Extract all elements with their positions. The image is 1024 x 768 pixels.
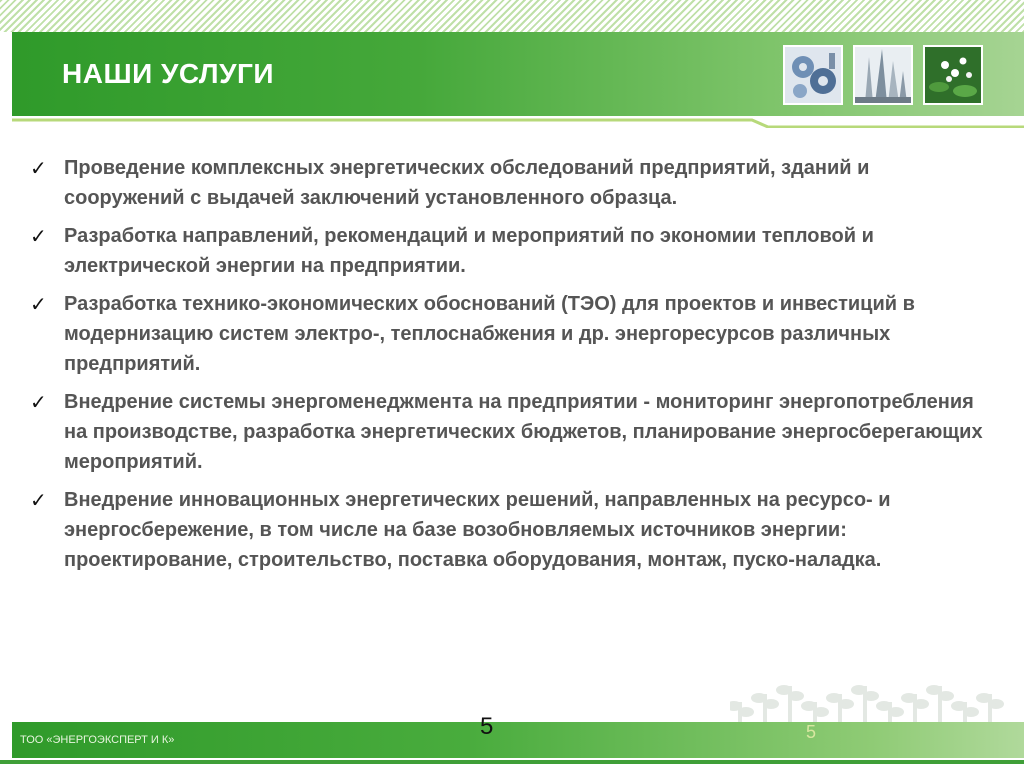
page-number-watermark: 5 [806, 722, 817, 742]
gears-icon [783, 45, 843, 105]
checkmark-icon: ✓ [30, 224, 47, 248]
checkmark-icon: ✓ [30, 292, 47, 316]
header-underline [12, 118, 1024, 128]
service-text: Внедрение инновационных энергетических решений, направленных на ресурсо- и энергосбережение, в том числе на базе возобновляемых источников энергии: проектирование, строительство, поставка оборудования, монтаж, пуско-наладка. [64, 489, 891, 571]
service-item [30, 153, 990, 213]
company-name: ТОО «ЭНЕРГОЭКСПЕРТ И К» [20, 734, 175, 746]
service-text: Проведение комплексных энергетических обследований предприятий, зданий и сооружений с выдачей заключений установленного образца. [64, 157, 870, 209]
top-decorative-stripe [0, 0, 1024, 32]
services-list [30, 153, 990, 583]
service-item [30, 289, 990, 379]
service-text: Внедрение системы энергоменеджмента на предприятии - мониторинг энергопотребления на производстве, разработка энергетических бюджетов, планирование энергосберегающих мероприятий. [64, 391, 983, 473]
footer-line [0, 760, 1024, 764]
service-item [30, 387, 990, 477]
flowers-icon [923, 45, 983, 105]
service-item [30, 485, 990, 575]
service-text: Разработка технико-экономических обоснований (ТЭО) для проектов и инвестиций в модернизацию систем электро-, теплоснабжения и др. энергоресурсов различных предприятий. [64, 293, 915, 375]
checkmark-icon: ✓ [30, 390, 47, 414]
service-text: Разработка направлений, рекомендаций и мероприятий по экономии тепловой и электрической энергии на предприятии. [64, 225, 874, 277]
checkmark-icon: ✓ [30, 488, 47, 512]
skyscrapers-icon [853, 45, 913, 105]
slide-title: НАШИ УСЛУГИ [62, 58, 274, 89]
checkmark-icon: ✓ [30, 156, 47, 180]
page-number: 5 [480, 713, 494, 740]
service-item [30, 221, 990, 281]
